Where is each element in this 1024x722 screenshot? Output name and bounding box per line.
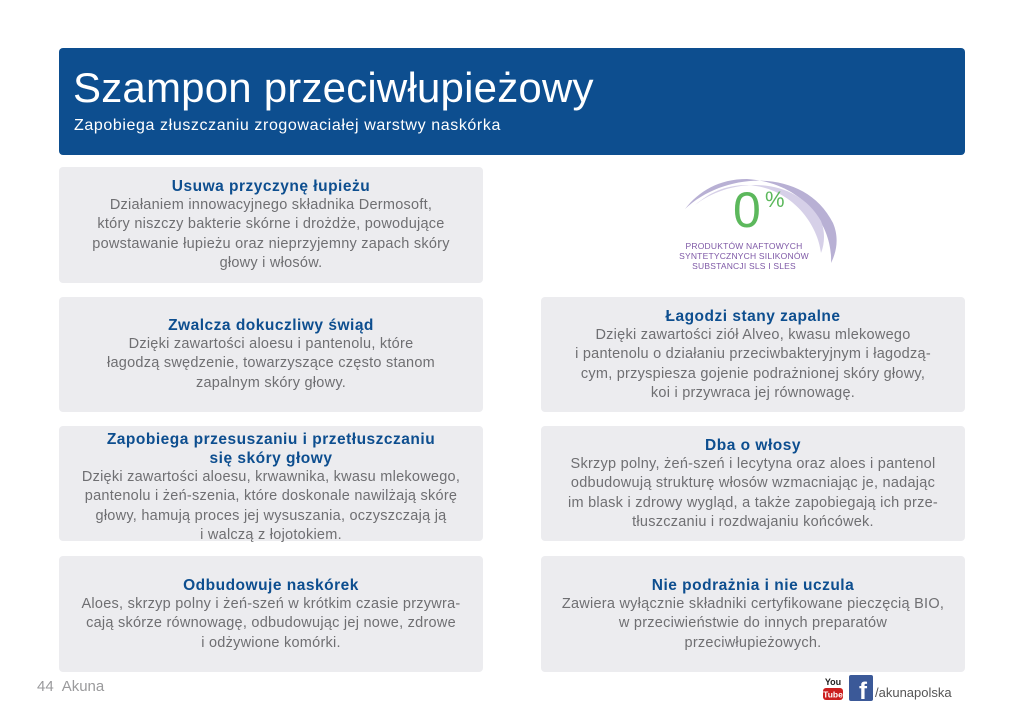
card-body: Skrzyp polny, żeń-szeń i lecytyna oraz aloes i pantenol odbudowują strukturę włosów wzmacniając je, nadając im blask i zdrowy wygląd, a także zapobiegają ich prze- tłuszczaniu i rozdwajaniu końcówek. [568,456,938,531]
header-banner [59,48,965,155]
card-title: Zwalcza dokuczliwy świąd [168,317,374,334]
page-number: 44 [37,678,54,695]
page-subtitle: Zapobiega złuszczaniu zrogowaciałej warstwy naskórka [74,117,501,134]
page-title: Szampon przeciwłupieżowy [73,64,594,111]
card-title: Nie podrażnia i nie uczula [651,577,855,594]
feature-card-soothes-inflammation [541,297,965,412]
feature-card-scalp-balance [59,426,483,544]
badge-text-line: PRODUKTÓW NAFTOWYCH [685,241,803,251]
badge-text-line: SUBSTANCJI SLS I SLES [692,261,796,271]
feature-card-rebuilds-skin [59,556,483,672]
badge-unit: % [765,187,785,212]
badge-value: 0 [733,182,761,238]
feature-card-removes-dandruff [59,167,483,283]
card-body: Dzięki zawartości aloesu i pantenolu, które łagodzą swędzenie, towarzyszące często stanom zapalnym skóry głowy. [107,336,435,391]
card-body: Działaniem innowacyjnego składnika Dermosoft, który niszczy bakterie skórne i drożdże, powodujące powstawanie łupieżu oraz nieprzyjemny zapach skóry głowy i włosów. [92,197,450,272]
svg-text:Tube: Tube [823,689,843,700]
svg-text:You: You [824,677,842,687]
card-body: Dzięki zawartości ziół Alveo, kwasu mlekowego i pantenolu o działaniu przeciwbakteryjnym i łagodzą- cym, przyspiesza gojenie podrażnionej skóry głowy, koi i przywraca jej równowagę. [575,327,931,402]
svg-text:f: f [859,678,867,701]
footer-brand: Akuna [61,678,105,695]
card-body: Dzięki zawartości aloesu, krwawnika, kwasu mlekowego, pantenolu i żeń-szenia, które doskonale nawilżają skórę głowy, hamują proces jej wysuszania, oczyszczają ją i walczą z łojotokiem. [81,469,461,544]
card-title: Łagodzi stany zapalne [665,308,841,325]
feature-card-non-irritating [541,556,965,672]
badge-text-line: SYNTETYCZNYCH SILIKONÓW [679,251,809,261]
facebook-icon[interactable] [849,675,873,701]
card-title: Usuwa przyczynę łupieżu [171,178,371,195]
card-title: Zapobiega przesuszaniu i przetłuszczaniu się skóry głowy [106,431,436,467]
youtube-icon[interactable] [822,675,844,701]
card-title: Odbudowuje naskórek [183,577,359,594]
card-body: Aloes, skrzyp polny i żeń-szeń w krótkim czasie przywra- cają skórze równowagę, odbudowując jej nowe, zdrowe i odżywione komórki. [81,596,461,651]
feature-card-hair-care [541,426,965,541]
social-handle[interactable]: /akunapolska [875,685,952,700]
card-title: Dba o włosy [705,437,801,454]
feature-card-itch-relief [59,297,483,412]
zero-percent-badge [655,165,845,275]
card-body: Zawiera wyłącznie składniki certyfikowane pieczęcią BIO, w przeciwieństwie do innych preparatów przeciwłupieżowych. [561,596,945,651]
page-footer [37,678,104,695]
